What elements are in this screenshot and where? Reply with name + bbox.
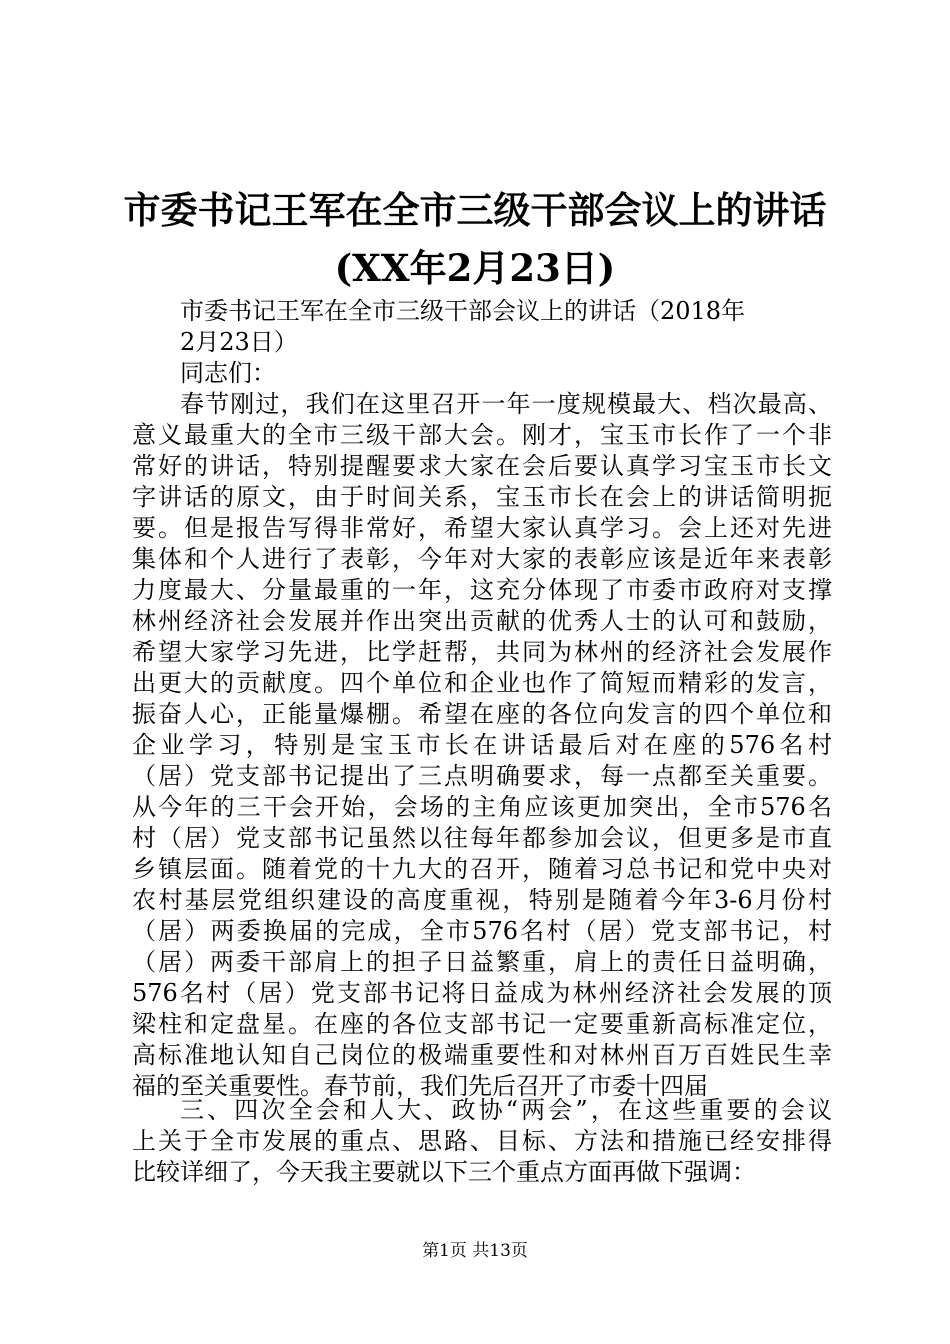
paragraph-line: 要。但是报告写得非常好，希望大家认真学习。会上还对先进 bbox=[132, 514, 832, 542]
page-footer: 第1页 共13页 bbox=[422, 1241, 528, 1261]
paragraph-line: 高标准地认知自己岗位的极端重要性和对林州百万百姓民生幸 bbox=[132, 1041, 832, 1069]
subtitle bbox=[180, 296, 745, 358]
paragraph bbox=[132, 389, 832, 1102]
document-title-date: (XX年2月23日) bbox=[334, 246, 616, 290]
paragraph-line: 福的至关重要性。春节前，我们先后召开了市委十四届 bbox=[132, 1072, 708, 1100]
paragraph-line: 三、四次全会和人大、政协“两会”，在这些重要的会议 bbox=[180, 1096, 832, 1124]
paragraph-line: （居）两委干部肩上的担子日益繁重，肩上的责任日益明确， bbox=[132, 948, 832, 976]
paragraph-line: 梁柱和定盘星。在座的各位支部书记一定要重新高标准定位， bbox=[132, 1010, 832, 1038]
salutation: 同志们： bbox=[180, 359, 276, 387]
document-title: 市委书记王军在全市三级干部会议上的讲话 bbox=[123, 188, 827, 232]
subtitle-line: 2月23日） bbox=[180, 328, 298, 356]
paragraph-line: 企业学习，特别是宝玉市长在讲话最后对在座的576名村 bbox=[132, 731, 832, 759]
paragraph-line: 比较详细了，今天我主要就以下三个重点方面再做下强调： bbox=[132, 1158, 756, 1186]
subtitle-line: 市委书记王军在全市三级干部会议上的讲话（2018年 bbox=[180, 297, 746, 325]
paragraph-line: 乡镇层面。随着党的十九大的召开，随着习总书记和党中央对 bbox=[132, 855, 832, 883]
paragraph-line: 力度最大、分量最重的一年，这充分体现了市委市政府对支撑 bbox=[132, 576, 832, 604]
paragraph bbox=[132, 1095, 832, 1188]
paragraph-line: 农村基层党组织建设的高度重视，特别是随着今年3-6月份村 bbox=[132, 886, 832, 914]
paragraph-line: 村（居）党支部书记虽然以往每年都参加会议，但更多是市直 bbox=[132, 824, 832, 852]
paragraph-line: （居）党支部书记提出了三点明确要求，每一点都至关重要。 bbox=[132, 762, 832, 790]
paragraph-line: 上关于全市发展的重点、思路、目标、方法和措施已经安排得 bbox=[132, 1127, 832, 1155]
paragraph-line: 意义最重大的全市三级干部大会。刚才，宝玉市长作了一个非 bbox=[132, 421, 832, 449]
paragraph-line: 字讲话的原文，由于时间关系，宝玉市长在会上的讲话简明扼 bbox=[132, 483, 832, 511]
paragraph-line: 576名村（居）党支部书记将日益成为林州经济社会发展的顶 bbox=[132, 979, 832, 1007]
paragraph-line: 林州经济社会发展并作出突出贡献的优秀人士的认可和鼓励， bbox=[132, 607, 832, 635]
paragraph-line: 希望大家学习先进，比学赶帮，共同为林州的经济社会发展作 bbox=[132, 638, 832, 666]
paragraph-line: 出更大的贡献度。四个单位和企业也作了简短而精彩的发言， bbox=[132, 669, 832, 697]
paragraph-line: 振奋人心，正能量爆棚。希望在座的各位向发言的四个单位和 bbox=[132, 700, 832, 728]
paragraph-line: 常好的讲话，特别提醒要求大家在会后要认真学习宝玉市长文 bbox=[132, 452, 832, 480]
paragraph-line: 集体和个人进行了表彰，今年对大家的表彰应该是近年来表彰 bbox=[132, 545, 832, 573]
paragraph-line: 从今年的三干会开始，会场的主角应该更加突出，全市576名 bbox=[132, 793, 832, 821]
paragraph-line: 春节刚过，我们在这里召开一年一度规模最大、档次最高、 bbox=[180, 390, 832, 418]
paragraph-line: （居）两委换届的完成，全市576名村（居）党支部书记，村 bbox=[132, 917, 832, 945]
